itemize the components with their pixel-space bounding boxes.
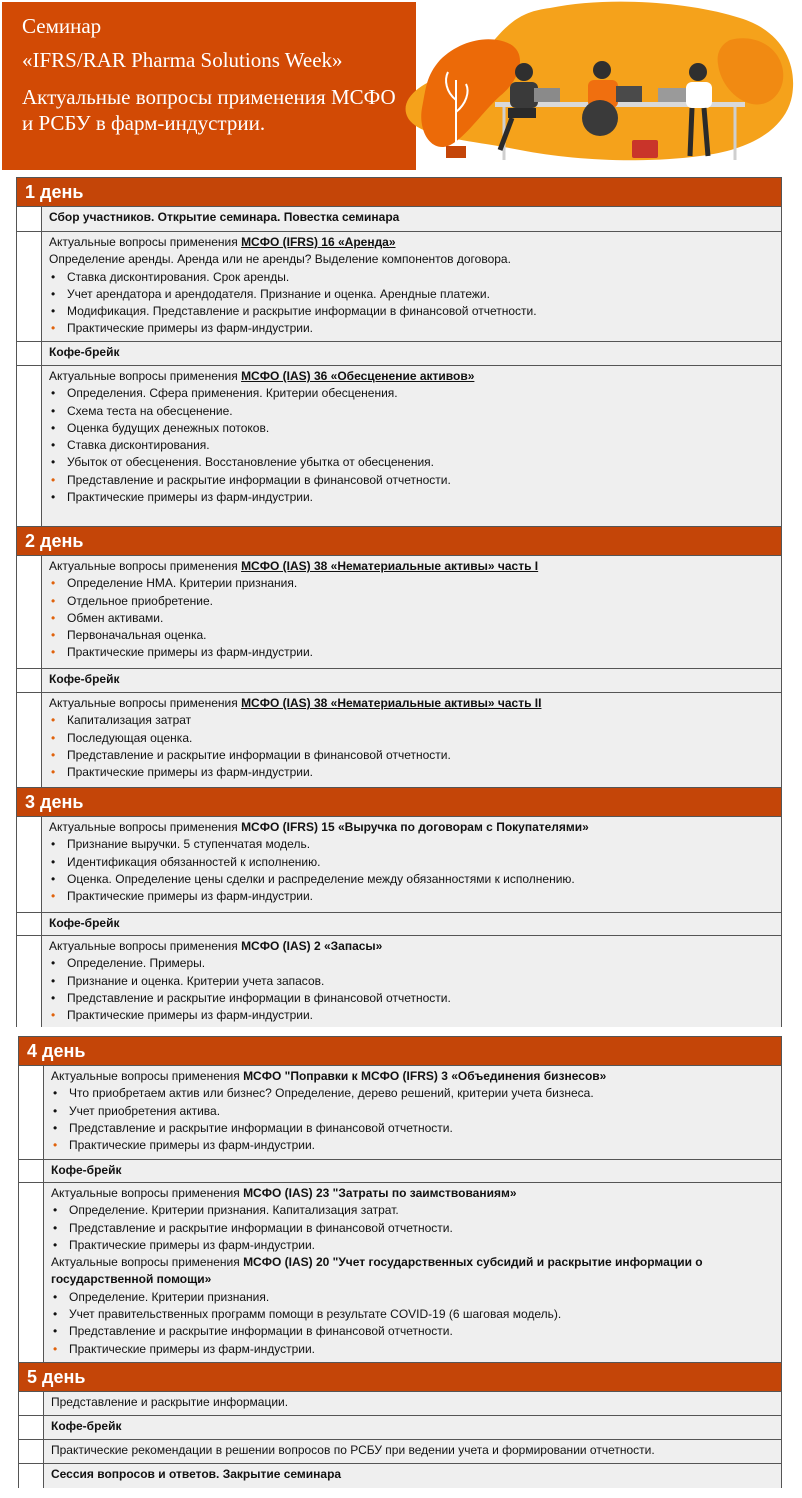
- day-2-header: 2 день: [17, 527, 781, 555]
- agenda-row: Практические рекомендации в решении вопросов по РСБУ при ведении учета и формировании отчетности.: [19, 1439, 781, 1463]
- topic-title: МСФО (IFRS) 15 «Выручка по договорам с Покупателями»: [241, 820, 589, 834]
- topic-items: • Определение НМА. Критерии признания. • Отдельное приобретение. • Обмен активами. • Первоначальная оценка. • Практические примеры из фарм-индустрии.: [49, 575, 775, 661]
- topic-title: МСФО (IAS) 36 «Обесценение активов»: [241, 369, 475, 383]
- coffee-break-row: Кофе-брейк: [19, 1159, 781, 1182]
- topic-items: • Ставка дисконтирования. Срок аренды. • Учет арендатора и арендодателя. Признание и оценка. Арендные платежи. • Модификация. Представление и раскрытие информации в финансовой отчетности. • Практические примеры из фарм-индустрии.: [49, 269, 775, 338]
- agenda-row: Актуальные вопросы применения МСФО (IAS) 2 «Запасы» • Определение. Примеры. • Признание и оценка. Критерии учета запасов. • Представление и раскрытие информации в финансовой отчетности. • Практические примеры из фарм-индустрии.: [17, 935, 781, 1027]
- agenda-row: Сбор участников. Открытие семинара. Повестка семинара: [17, 206, 781, 231]
- closing-row: Сессия вопросов и ответов. Закрытие семинара: [19, 1463, 781, 1488]
- topic-items: • Определение. Примеры. • Признание и оценка. Критерии учета запасов. • Представление и раскрытие информации в финансовой отчетности. • Практические примеры из фарм-индустрии.: [49, 955, 775, 1024]
- topic-items: • Капитализация затрат • Последующая оценка. • Представление и раскрытие информации в финансовой отчетности. • Практические примеры из фарм-индустрии.: [49, 712, 775, 781]
- seminar-subtitle: Актуальные вопросы применения МСФО и РСБУ в фарм-индустрии.: [22, 85, 396, 135]
- day-1-header: 1 день: [17, 178, 781, 206]
- agenda-row: Представление и раскрытие информации.: [19, 1391, 781, 1415]
- topic-items: • Что приобретаем актив или бизнес? Определение, дерево решений, критерии учета бизнеса. • Учет приобретения актива. • Представление и раскрытие информации в финансовой отчетности. • Практические примеры из фарм-индустрии.: [51, 1085, 775, 1154]
- topic-title: МСФО (IAS) 2 «Запасы»: [241, 939, 383, 953]
- topic-title: МСФО (IAS) 38 «Нематериальные активы» часть I: [241, 559, 539, 573]
- coffee-break-row: Кофе-брейк: [17, 668, 781, 692]
- topic-title: МСФО (IAS) 20 "Учет государственных субсидий и раскрытие информации о государственной помощи»: [51, 1255, 703, 1287]
- day-3-header: 3 день: [17, 788, 781, 816]
- topic-items: • Определения. Сфера применения. Критерии обесценения. • Схема теста на обесценение. • Оценка будущих денежных потоков. • Ставка дисконтирования. • Убыток от обесценения. Восстановление убытка от обесценения. • Представление и раскрытие информации в финансовой отчетности. • Практические примеры из фарм-индустрии.: [49, 385, 775, 506]
- topic-items: • Определение. Критерии признания. Капитализация затрат. • Представление и раскрытие информации в финансовой отчетности. • Практические примеры из фарм-индустрии.: [51, 1202, 775, 1254]
- topic-title: МСФО (IAS) 38 «Нематериальные активы» часть II: [241, 696, 542, 710]
- agenda-row: Актуальные вопросы применения МСФО (IAS) 38 «Нематериальные активы» часть II • Капитализация затрат • Последующая оценка. • Представление и раскрытие информации в финансовой отчетности. • Практические примеры из фарм-индустрии.: [17, 692, 781, 787]
- coffee-break-row: Кофе-брейк: [17, 912, 781, 935]
- day-3-block: [16, 787, 782, 1027]
- hero-banner: [0, 0, 802, 172]
- agenda-row: Актуальные вопросы применения МСФО (IFRS) 16 «Аренда» Определение аренды. Аренда или не аренды? Выделение компонентов договора. • Ставка дисконтирования. Срок аренды. • Учет арендатора и арендодателя. Признание и оценка. Арендные платежи. • Модификация. Представление и раскрытие информации в финансовой отчетности. • Практические примеры из фарм-индустрии.: [17, 231, 781, 341]
- topic-title: МСФО "Поправки к МСФО (IFRS) 3 «Объединения бизнесов»: [243, 1069, 607, 1083]
- day-5-header: 5 день: [19, 1363, 781, 1391]
- topic-items: • Определение. Критерии признания. • Учет правительственных программ помощи в результате COVID-19 (6 шаговая модель). • Представление и раскрытие информации в финансовой отчетности. • Практические примеры из фарм-индустрии.: [51, 1289, 775, 1358]
- day-5-block: [18, 1362, 782, 1488]
- day-2-block: [16, 526, 782, 787]
- seminar-name: «IFRS/RAR Pharma Solutions Week»: [22, 48, 343, 72]
- topic-items: • Признание выручки. 5 ступенчатая модель. • Идентификация обязанностей к исполнению. • Оценка. Определение цены сделки и распределение между обязанностями к исполнению. • Практические примеры из фарм-индустрии.: [49, 836, 775, 905]
- title-box: [2, 2, 416, 170]
- agenda-row: Актуальные вопросы применения МСФО "Поправки к МСФО (IFRS) 3 «Объединения бизнесов» • Что приобретаем актив или бизнес? Определение, дерево решений, критерии учета бизнеса. • Учет приобретения актива. • Представление и раскрытие информации в финансовой отчетности. • Практические примеры из фарм-индустрии.: [19, 1065, 781, 1159]
- agenda-row: Актуальные вопросы применения МСФО (IAS) 38 «Нематериальные активы» часть I • Определение НМА. Критерии признания. • Отдельное приобретение. • Обмен активами. • Первоначальная оценка. • Практические примеры из фарм-индустрии.: [17, 555, 781, 668]
- agenda-row: Актуальные вопросы применения МСФО (IAS) 23 "Затраты по заимствованиям» • Определение. Критерии признания. Капитализация затрат. • Представление и раскрытие информации в финансовой отчетности. • Практические примеры из фарм-индустрии. Актуальные вопросы применения МСФО (IAS) 20 "Учет государственных субсидий и раскрытие информации о государственной помощи» • Определение. Критерии признания. • Учет правительственных программ помощи в результате COVID-19 (6 шаговая модель). • Представление и раскрытие информации в финансовой отчетности. • Практические примеры из фарм-индустрии.: [19, 1182, 781, 1363]
- day-4-block: [18, 1036, 782, 1363]
- agenda-row: Актуальные вопросы применения МСФО (IFRS) 15 «Выручка по договорам с Покупателями» • Признание выручки. 5 ступенчатая модель. • Идентификация обязанностей к исполнению. • Оценка. Определение цены сделки и распределение между обязанностями к исполнению. • Практические примеры из фарм-индустрии.: [17, 816, 781, 912]
- topic-title: МСФО (IFRS) 16 «Аренда»: [241, 235, 396, 249]
- coffee-break-row: Кофе-брейк: [19, 1415, 781, 1439]
- seminar-label: Семинар: [22, 14, 102, 38]
- agenda-row: Актуальные вопросы применения МСФО (IAS) 36 «Обесценение активов» • Определения. Сфера применения. Критерии обесценения. • Схема теста на обесценение. • Оценка будущих денежных потоков. • Ставка дисконтирования. • Убыток от обесценения. Восстановление убытка от обесценения. • Представление и раскрытие информации в финансовой отчетности. • Практические примеры из фарм-индустрии.: [17, 365, 781, 526]
- day-1-block: [16, 177, 782, 526]
- coffee-break-row: Кофе-брейк: [17, 341, 781, 365]
- day-4-header: 4 день: [19, 1037, 781, 1065]
- topic-title: МСФО (IAS) 23 "Затраты по заимствованиям»: [243, 1186, 517, 1200]
- people-at-desk-illustration: [400, 0, 802, 172]
